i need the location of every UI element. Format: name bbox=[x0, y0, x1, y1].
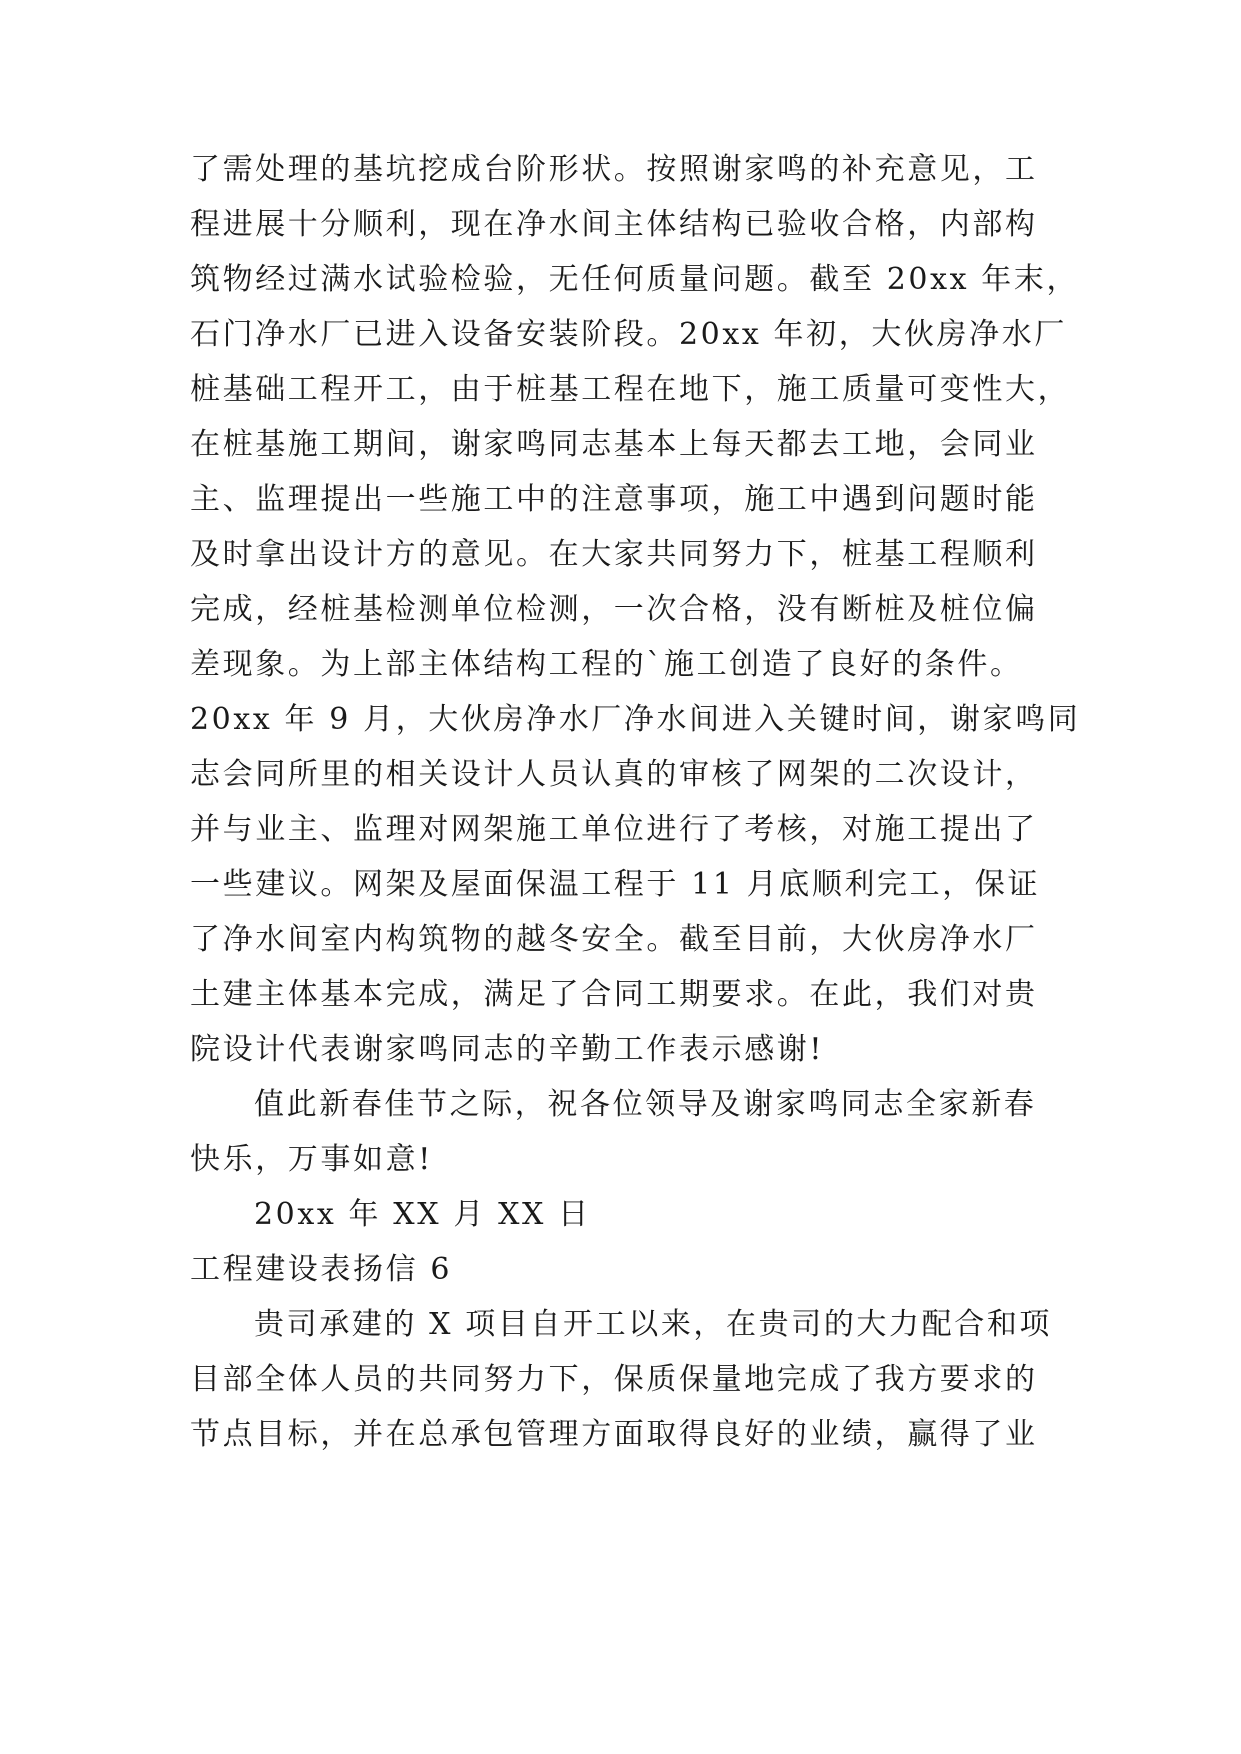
paragraph-line: 了需处理的基坑挖成台阶形状。按照谢家鸣的补充意见，工 bbox=[190, 152, 1038, 187]
paragraph-line: 20xx 年 9 月，大伙房净水厂净水间进入关键时间，谢家鸣同 bbox=[190, 702, 1081, 737]
section-title: 工程建设表扬信 6 bbox=[190, 1252, 453, 1287]
paragraph-line: 并与业主、监理对网架施工单位进行了考核，对施工提出了 bbox=[190, 812, 1038, 847]
paragraph-line: 了净水间室内构筑物的越冬安全。截至目前，大伙房净水厂 bbox=[190, 922, 1038, 957]
paragraph-line: 差现象。为上部主体结构工程的`施工创造了良好的条件。 bbox=[190, 647, 1023, 682]
paragraph-line: 院设计代表谢家鸣同志的辛勤工作表示感谢! bbox=[190, 1032, 825, 1067]
paragraph-line: 志会同所里的相关设计人员认真的审核了网架的二次设计， bbox=[190, 757, 1038, 792]
paragraph-line: 目部全体人员的共同努力下，保质保量地完成了我方要求的 bbox=[190, 1362, 1038, 1397]
closing-wish-line: 值此新春佳节之际，祝各位领导及谢家鸣同志全家新春 bbox=[254, 1087, 1037, 1122]
paragraph-line: 一些建议。网架及屋面保温工程于 11 月底顺利完工，保证 bbox=[190, 867, 1041, 902]
paragraph-line: 完成，经桩基检测单位检测，一次合格，没有断桩及桩位偏 bbox=[190, 592, 1038, 627]
paragraph-line: 程进展十分顺利，现在净水间主体结构已验收合格，内部构 bbox=[190, 207, 1038, 242]
paragraph-line: 筑物经过满水试验检验，无任何质量问题。截至 20xx 年末， bbox=[190, 262, 1080, 297]
paragraph-line: 及时拿出设计方的意见。在大家共同努力下，桩基工程顺利 bbox=[190, 537, 1038, 572]
paragraph-line: 在桩基施工期间，谢家鸣同志基本上每天都去工地，会同业 bbox=[190, 427, 1038, 462]
closing-wish-line: 快乐，万事如意! bbox=[190, 1142, 433, 1177]
paragraph-line: 土建主体基本完成，满足了合同工期要求。在此，我们对贵 bbox=[190, 977, 1038, 1012]
paragraph-line: 贵司承建的 X 项目自开工以来，在贵司的大力配合和项 bbox=[254, 1307, 1053, 1342]
paragraph-line: 石门净水厂已进入设备安装阶段。20xx 年初，大伙房净水厂 bbox=[190, 317, 1067, 352]
paragraph-line: 桩基础工程开工，由于桩基工程在地下，施工质量可变性大， bbox=[190, 372, 1071, 407]
paragraph-line: 主、监理提出一些施工中的注意事项，施工中遇到问题时能 bbox=[190, 482, 1038, 517]
date-line: 20xx 年 XX 月 XX 日 bbox=[254, 1197, 591, 1232]
paragraph-line: 节点目标，并在总承包管理方面取得良好的业绩，赢得了业 bbox=[190, 1417, 1038, 1452]
